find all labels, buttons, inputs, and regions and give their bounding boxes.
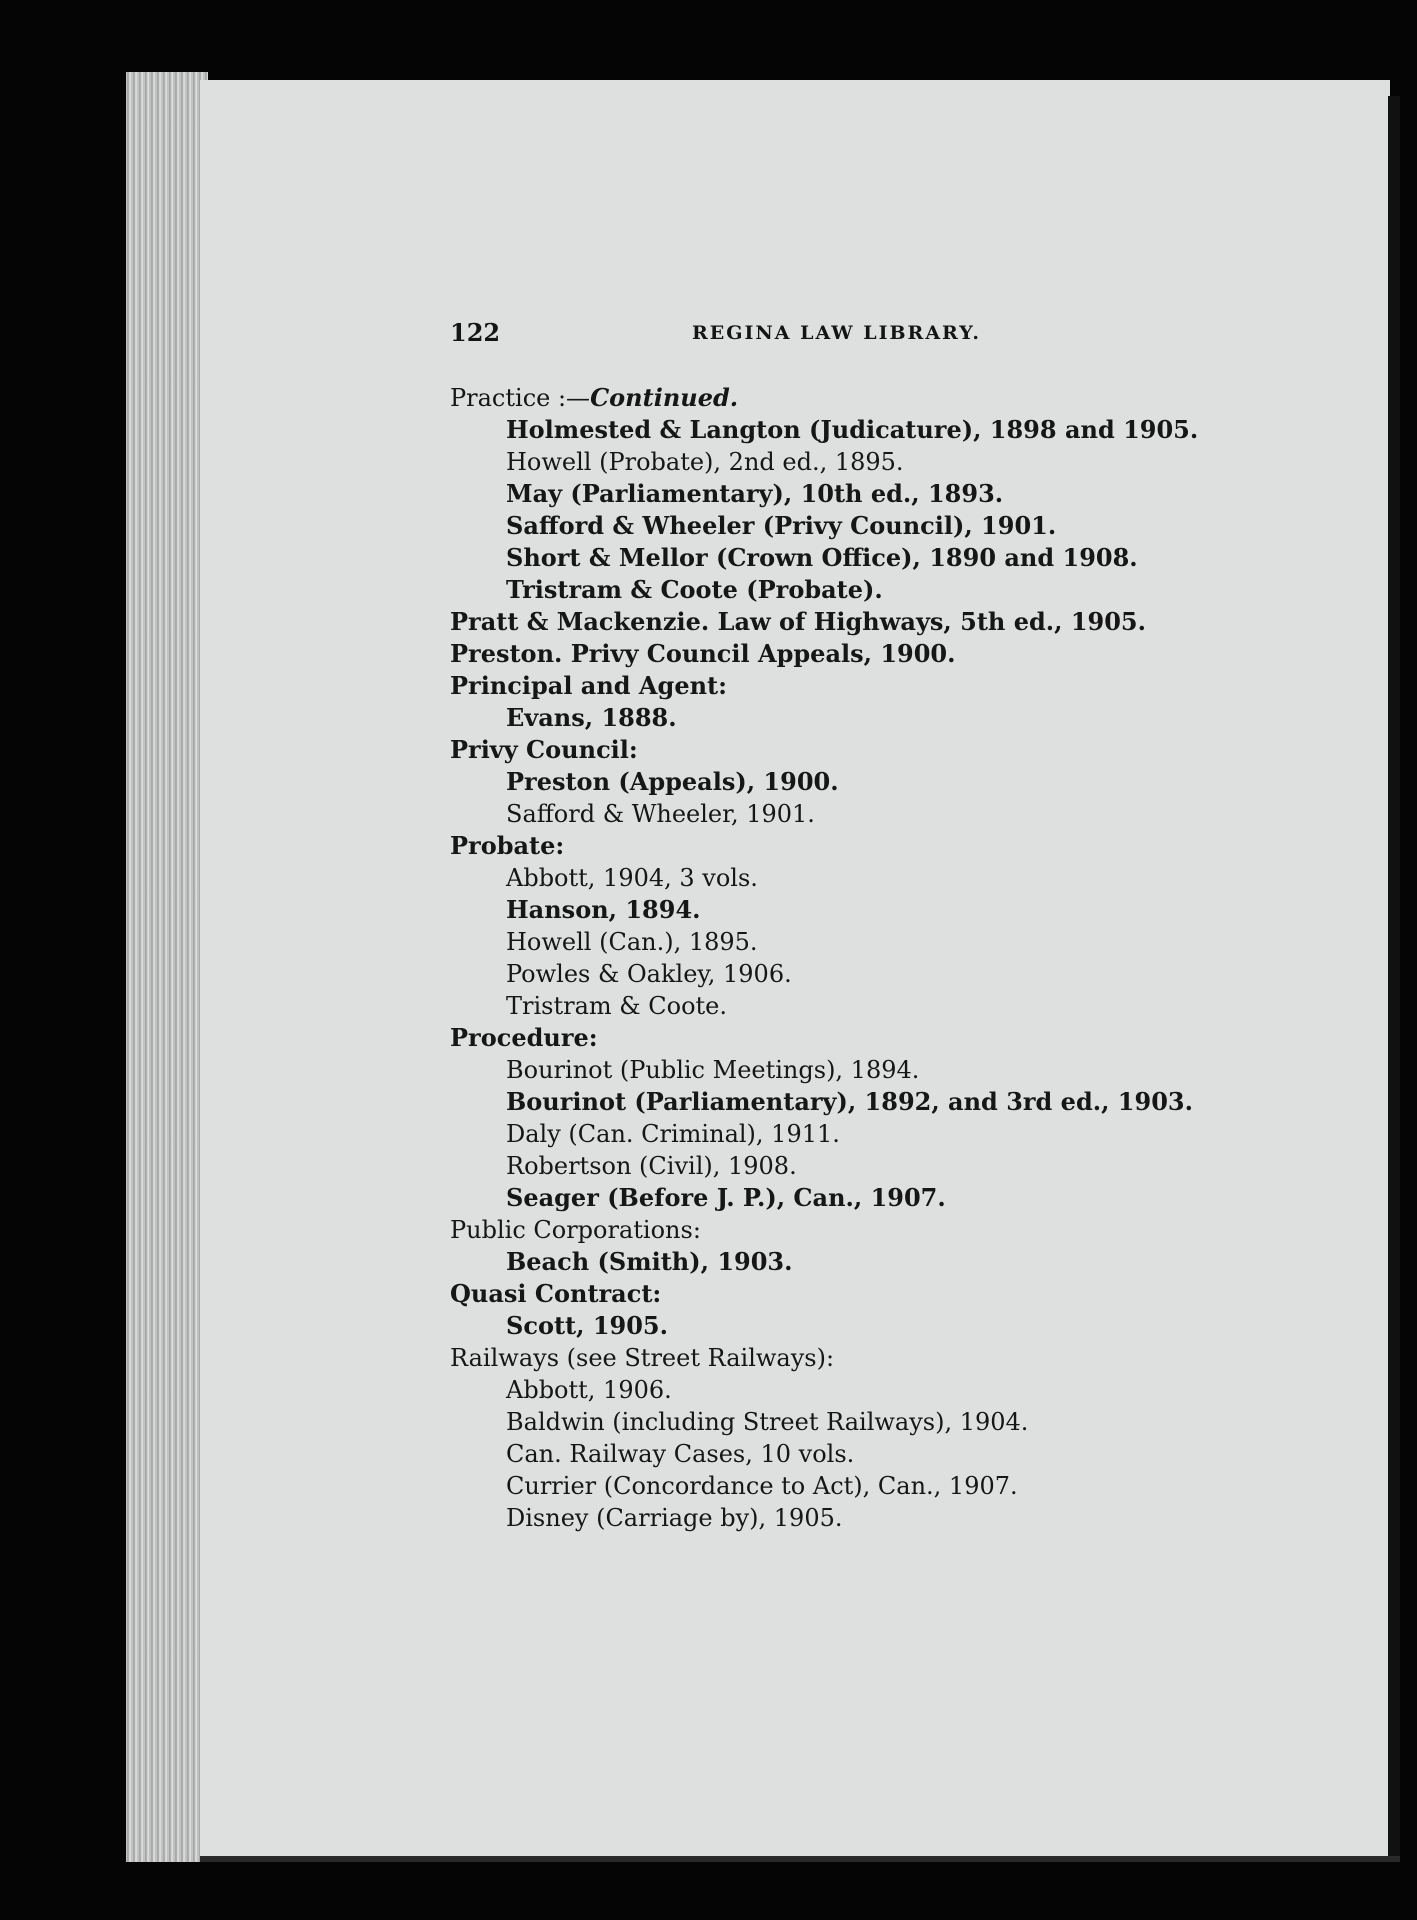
entry-text: Evans, 1888. — [506, 703, 677, 732]
entry-text: Beach (Smith), 1903. — [506, 1247, 793, 1276]
entry-text: Short & Mellor (Crown Office), 1890 and 1908. — [506, 543, 1138, 572]
entry-text: Preston. Privy Council Appeals, 1900. — [450, 639, 956, 668]
entry-text: Safford & Wheeler, 1901. — [506, 800, 815, 828]
entry-text: Disney (Carriage by), 1905. — [506, 1504, 843, 1532]
index-subentry — [450, 1182, 1270, 1214]
page-header — [450, 318, 1110, 358]
entry-text: Can. Railway Cases, 10 vols. — [506, 1440, 855, 1468]
page-bottom-edge — [200, 1856, 1400, 1862]
entry-text: Tristram & Coote. — [506, 992, 728, 1020]
index-heading — [450, 382, 1270, 414]
entry-text: Howell (Probate), 2nd ed., 1895. — [506, 448, 904, 476]
entry-text: Powles & Oakley, 1906. — [506, 960, 792, 988]
continued-label: Continued. — [590, 383, 739, 412]
index-subentry — [450, 1374, 1270, 1406]
index-subentry — [450, 798, 1270, 830]
index-subentry — [450, 1054, 1270, 1086]
entry-text: Abbott, 1906. — [506, 1376, 672, 1404]
index-subentry — [450, 510, 1270, 542]
entry-text: Seager (Before J. P.), Can., 1907. — [506, 1183, 946, 1212]
entry-text: Scott, 1905. — [506, 1311, 668, 1340]
index-subentry — [450, 478, 1270, 510]
index-subentry — [450, 958, 1270, 990]
index-subentry — [450, 1246, 1270, 1278]
book-spine — [126, 72, 208, 1862]
index-subentry — [450, 926, 1270, 958]
index-subentry — [450, 574, 1270, 606]
entry-text: Daly (Can. Criminal), 1911. — [506, 1120, 840, 1148]
index-heading — [450, 1214, 1270, 1246]
index-subentry — [450, 1150, 1270, 1182]
entry-text: Bourinot (Parliamentary), 1892, and 3rd ed., 1903. — [506, 1087, 1193, 1116]
index-heading — [450, 734, 1270, 766]
entry-text: Safford & Wheeler (Privy Council), 1901. — [506, 511, 1057, 540]
running-title: REGINA LAW LIBRARY. — [692, 322, 981, 344]
entry-text: May (Parliamentary), 10th ed., 1893. — [506, 479, 1004, 508]
index-heading — [450, 1022, 1270, 1054]
entry-text: Tristram & Coote (Probate). — [506, 575, 883, 604]
index-subentry — [450, 1406, 1270, 1438]
index-subentry — [450, 1310, 1270, 1342]
entry-text: Currier (Concordance to Act), Can., 1907. — [506, 1472, 1018, 1500]
index-heading — [450, 830, 1270, 862]
index-subentry — [450, 990, 1270, 1022]
entry-text: Preston (Appeals), 1900. — [506, 767, 839, 796]
index-subentry — [450, 1502, 1270, 1534]
index-heading — [450, 606, 1270, 638]
entry-text: Bourinot (Public Meetings), 1894. — [506, 1056, 920, 1084]
entry-text: Practice :— — [450, 384, 591, 412]
index-entries — [450, 382, 1270, 1534]
entry-text: Quasi Contract: — [450, 1279, 662, 1308]
index-subentry — [450, 1118, 1270, 1150]
index-subentry — [450, 542, 1270, 574]
index-subentry — [450, 894, 1270, 926]
entry-text: Abbott, 1904, 3 vols. — [506, 864, 758, 892]
index-subentry — [450, 1086, 1270, 1118]
index-heading — [450, 670, 1270, 702]
index-heading — [450, 1278, 1270, 1310]
entry-text: Procedure: — [450, 1023, 598, 1052]
index-subentry — [450, 1470, 1270, 1502]
index-subentry — [450, 862, 1270, 894]
entry-text: Holmested & Langton (Judicature), 1898 and 1905. — [506, 415, 1199, 444]
index-subentry — [450, 702, 1270, 734]
entry-text: Howell (Can.), 1895. — [506, 928, 758, 956]
index-heading — [450, 1342, 1270, 1374]
index-subentry — [450, 766, 1270, 798]
entry-text: Robertson (Civil), 1908. — [506, 1152, 797, 1180]
page-right-edge — [1388, 96, 1400, 1856]
index-subentry — [450, 446, 1270, 478]
index-subentry — [450, 1438, 1270, 1470]
entry-text: Baldwin (including Street Railways), 1904. — [506, 1408, 1029, 1436]
index-subentry — [450, 414, 1270, 446]
entry-text: Pratt & Mackenzie. Law of Highways, 5th ed., 1905. — [450, 607, 1146, 636]
page-number: 122 — [450, 318, 501, 347]
entry-text: Railways (see Street Railways): — [450, 1344, 835, 1372]
index-heading — [450, 638, 1270, 670]
entry-text: Probate: — [450, 831, 565, 860]
entry-text: Public Corporations: — [450, 1216, 701, 1244]
entry-text: Privy Council: — [450, 735, 638, 764]
entry-text: Principal and Agent: — [450, 671, 727, 700]
entry-text: Hanson, 1894. — [506, 895, 701, 924]
